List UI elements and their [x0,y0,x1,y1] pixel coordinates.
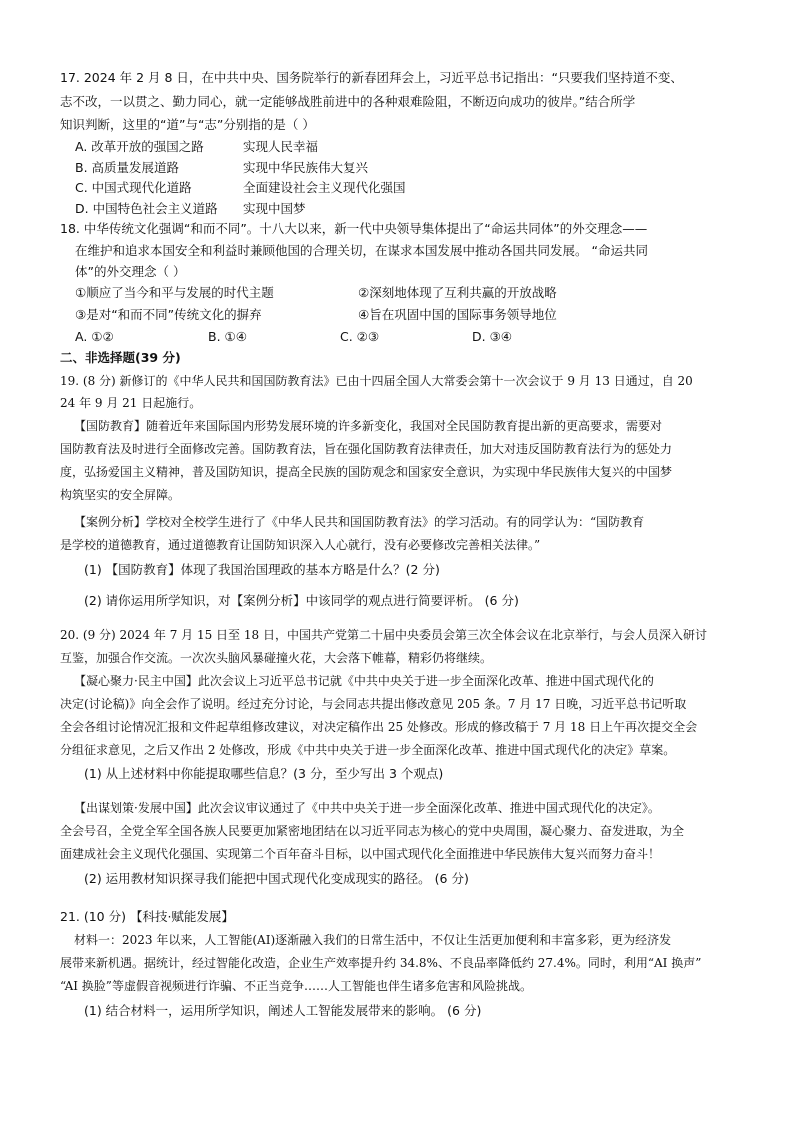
q18-statement-3: ③是对“和而不同”传统文化的摒弃 [75,307,262,322]
q18-stem-line-2: 在维护和追求本国安全和利益时兼顾他国的合理关切，在谋求本国发展中推动各国共同发展。 “命运共同 [75,243,648,258]
q18-choice-c: C. ②③ [340,329,380,344]
q18-choice-d: D. ③④ [472,329,512,344]
q20-sub-question-2: (2) 运用教材知识探寻我们能把中国式现代化变成现实的路径。 (6 分) [84,871,469,886]
q20-material2-line-1: 【出谋划策·发展中国】此次会议审议通过了《中共中央关于进一步全面深化改革、推进中国式现代化的决定》。 [74,801,660,815]
q19-material2-line-1: 【案例分析】学校对全校学生进行了《中华人民共和国国防教育法》的学习活动。有的同学认为：“国防教育 [74,515,645,529]
q20-material1-line-2: 决定(讨论稿)》向全会作了说明。经过充分讨论，与会同志共提出修改意见 205 条。7 月 17 日晚，习近平总书记听取 [60,697,687,711]
q19-sub-question-1: (1) 【国防教育】体现了我国治国理政的基本方略是什么？(2 分) [84,562,440,577]
q19-material2-line-2: 是学校的道德教育，通过道德教育让国防知识深入人心就行，没有必要修改完善相关法律。” [60,538,541,552]
q19-intro-line-2: 24 年 9 月 21 日起施行。 [60,396,202,410]
q17-stem-line-2: 志不改，一以贯之、勤力同心，就一定能够战胜前进中的各种艰难险阻，不断迈向成功的彼岸。”结合所学 [60,94,636,109]
q20-material1-line-4: 分组征求意见，之后又作出 2 处修改，形成《中共中央关于进一步全面深化改革、推进中国式现代化的决定》草案。 [60,743,676,757]
q20-sub-question-1: (1) 从上述材料中你能提取哪些信息？(3 分，至少写出 3 个观点) [84,766,444,781]
q17-option-d-label: D. 中国特色社会主义道路 [75,201,218,216]
q20-material1-line-3: 全会各组讨论情况汇报和文件起草组修改建议，对决定稿作出 25 处修改。形成的修改稿于 7 月 18 日上午再次提交全会 [60,720,698,734]
q17-option-a-label: A. 改革开放的强国之路 [75,139,204,154]
q21-material1-line-2: 展带来新机遇。据统计，经过智能化改造，企业生产效率提升约 34.8%、不良品率降低约 27.4%。同时，利用“AI 换声” [60,956,702,970]
q17-option-b-label: B. 高质量发展道路 [75,160,180,175]
q20-material2-line-2: 全会号召，全党全军全国各族人民要更加紧密地团结在以习近平同志为核心的党中央周围，凝心聚力、奋发进取，为全 [60,824,685,838]
q18-statement-1: ①顺应了当今和平与发展的时代主题 [75,285,274,300]
q19-sub-question-2: (2) 请你运用所学知识，对【案例分析】中该同学的观点进行简要评析。 (6 分) [84,593,519,608]
q19-material1-line-2: 国防教育法及时进行全面修改完善。国防教育法，旨在强化国防教育法律责任，加大对违反国防教育法行为的惩处力 [60,442,673,456]
q20-material1-line-1: 【凝心聚力·民主中国】此次会议上习近平总书记就《中共中央关于进一步全面深化改革、推进中国式现代化的 [74,674,654,688]
q17-option-b-text: 实现中华民族伟大复兴 [243,160,369,175]
q17-stem-line-3: 知识判断，这里的“道”与“志”分别指的是（ ） [60,117,315,132]
q17-stem-line-1: 17. 2024 年 2 月 8 日，在中共中央、国务院举行的新春团拜会上，习近平总书记指出：“只要我们坚持道不变、 [60,70,683,85]
q18-choice-b: B. ①④ [208,329,247,344]
q21-sub-question-1: (1) 结合材料一，运用所学知识，阐述人工智能发展带来的影响。 (6 分) [84,1003,482,1018]
q18-stem-line-1: 18. 中华传统文化强调“和而不同”。十八大以来，新一代中央领导集体提出了“命运共同体”的外交理念—— [60,221,648,236]
q19-intro-line-1: 19. (8 分) 新修订的《中华人民共和国国防教育法》已由十四届全国人大常委会第十一次会议于 9 月 13 日通过，自 20 [60,374,693,388]
q19-material1-line-1: 【国防教育】随着近年来国际国内形势发展环境的许多新变化，我国对全民国防教育提出新的更高要求，需要对 [74,419,663,433]
q17-option-d-text: 实现中国梦 [243,201,306,216]
q19-material1-line-4: 构筑坚实的安全屏障。 [60,488,181,502]
q20-intro-line-1: 20. (9 分) 2024 年 7 月 15 日至 18 日，中国共产党第二十届中央委员会第三次全体会议在北京举行，与会人员深入研讨 [60,628,707,642]
q20-intro-line-2: 互鉴，加强合作交流。一次次头脑风暴碰撞火花，大会落下帷幕，精彩仍将继续。 [60,651,493,665]
q18-choice-a: A. ①② [75,329,114,344]
q17-option-c-label: C. 中国式现代化道路 [75,180,192,195]
q19-material1-line-3: 度，弘扬爱国主义精神，普及国防知识，提高全民族的国防观念和国家安全意识，为实现中华民族伟大复兴的中国梦 [60,465,673,479]
q17-option-c-text: 全面建设社会主义现代化强国 [243,180,406,195]
q18-statement-4: ④旨在巩固中国的国际事务领导地位 [358,307,557,322]
q21-material1-line-1: 材料一：2023 年以来，人工智能(AI)逐渐融入我们的日常生活中，不仅让生活更加便利和丰富多彩，更为经济发 [74,933,672,947]
q18-statement-2: ②深刻地体现了互利共赢的开放战略 [358,285,557,300]
q17-option-a-text: 实现人民幸福 [243,139,319,154]
section-two-title: 二、非选择题(39 分) [60,350,181,365]
q20-material2-line-3: 面建成社会主义现代化强国、实现第二个百年奋斗目标，以中国式现代化全面推进中华民族伟大复兴而努力奋斗！ [60,847,661,861]
q21-material1-line-3: “AI 换脸”等虚假音视频进行诈骗、不正当竞争……人工智能也伴生诸多危害和风险挑战。 [60,979,532,993]
q18-stem-line-3: 体”的外交理念（ ） [75,264,186,279]
q21-title: 21. (10 分) 【科技·赋能发展】 [60,909,234,924]
